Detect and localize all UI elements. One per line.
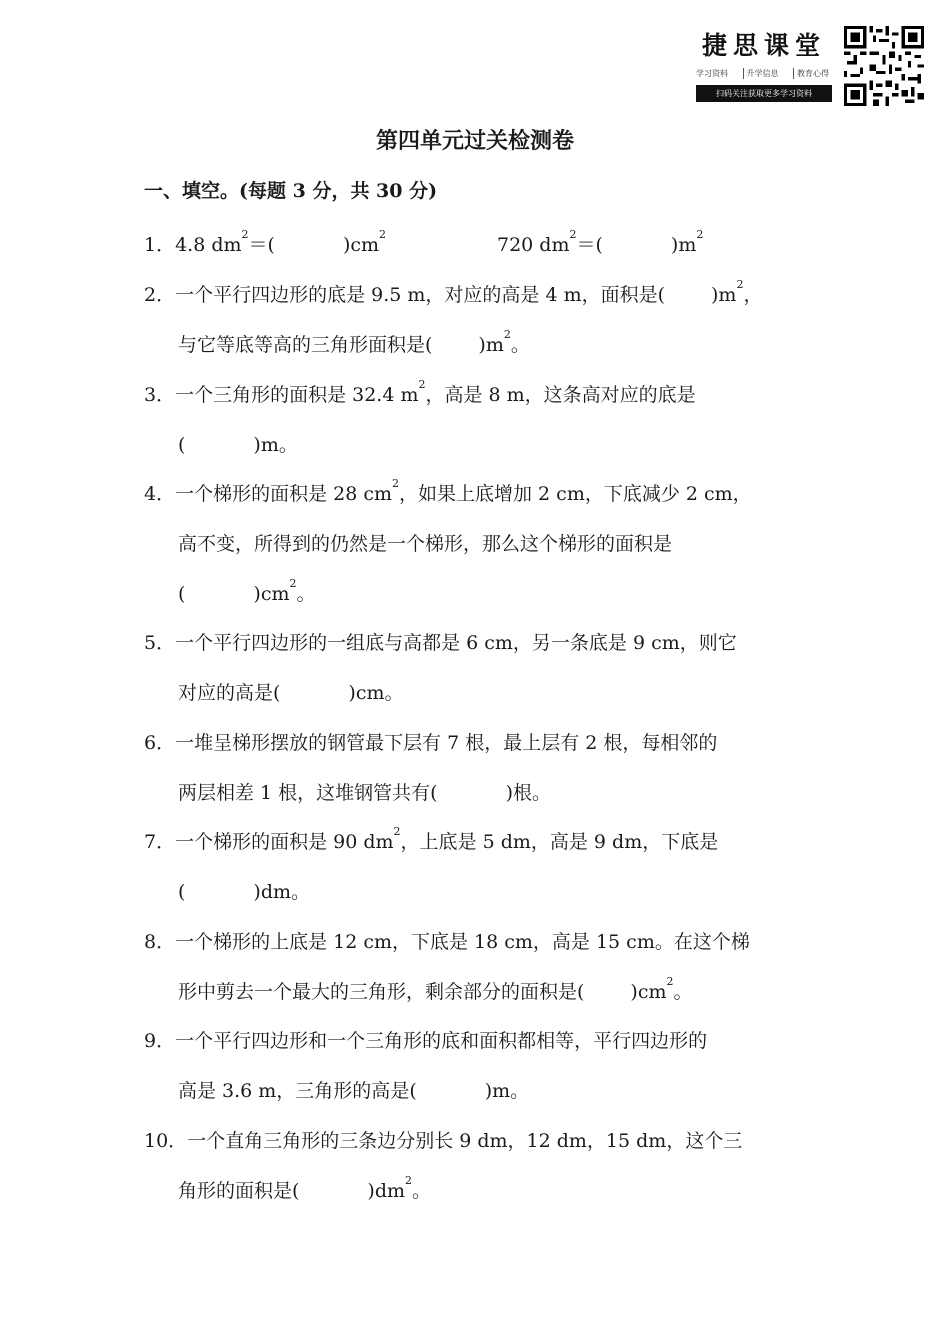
question-5: 5．一个平行四边形的一组底与高都是 6 cm，另一条底是 9 cm，则它 (144, 632, 737, 654)
brand-tag: 学习资料 (696, 69, 728, 78)
question-8: 8．一个梯形的上底是 12 cm，下底是 18 cm，高是 15 cm。在这个梯 (144, 931, 750, 953)
question-6: 6．一堆呈梯形摆放的钢管最下层有 7 根，最上层有 2 根，每相邻的 (144, 732, 718, 754)
question-8-line-2: 形中剪去一个最大的三角形，剩余部分的面积是( )$cm^2$。 (178, 975, 693, 1003)
question-9: 9．一个平行四边形和一个三角形的底和面积都相等，平行四边形的 (144, 1030, 708, 1052)
question-10-line-2: 角形的面积是( )$dm^2$。 (178, 1174, 432, 1202)
question-7-line-2: ( )dm。 (178, 881, 311, 903)
question-4-line-2: 高不变，所得到的仍然是一个梯形，那么这个梯形的面积是 (178, 533, 673, 555)
question-7: 7．一个梯形的面积是 90 $dm^2$，上底是 5 dm，高是 9 dm，下底是 (144, 825, 719, 853)
question-4: 4．一个梯形的面积是 28 $cm^2$，如果上底增加 2 cm，下底减少 2 cm， (144, 477, 752, 505)
brand-tag: 升学信息 (743, 68, 782, 79)
brand-tags (696, 68, 832, 79)
page-title: 第四单元过关检测卷 (375, 129, 574, 154)
question-4-line-3: ( )$cm^2$。 (178, 577, 316, 605)
brand-slogan: 扫码关注获取更多学习资料 (696, 85, 832, 102)
section-heading: 一、填空。(每题 3 分，共 30 分) (144, 180, 438, 202)
qr-code-icon (844, 26, 924, 106)
question-1b: 720 $dm^2=$( )$m^2$ (497, 228, 704, 256)
question-2: 2．一个平行四边形的底是 9.5 m，对应的高是 4 m，面积是( )$m^2$， (144, 278, 763, 306)
brand-tag: 教育心得 (793, 68, 832, 79)
question-6-line-2: 两层相差 1 根，这堆钢管共有( )根。 (178, 782, 552, 804)
question-9-line-2: 高是 3.6 m，三角形的高是( )m。 (178, 1080, 530, 1102)
question-1: 1．4.8 $dm^2=$( )$cm^2$ (144, 228, 387, 256)
question-5-line-2: 对应的高是( )cm。 (178, 682, 404, 704)
brand-name: 捷思课堂 (701, 31, 826, 60)
question-3: 3．一个三角形的面积是 32.4 $m^2$，高是 8 m，这条高对应的底是 (144, 378, 696, 406)
question-2-line-2: 与它等底等高的三角形面积是( )$m^2$。 (178, 328, 530, 356)
question-10: 10．一个直角三角形的三条边分别长 9 dm，12 dm，15 dm，这个三 (144, 1130, 743, 1152)
brand-block (696, 26, 832, 102)
question-3-line-2: ( )m。 (178, 434, 298, 456)
